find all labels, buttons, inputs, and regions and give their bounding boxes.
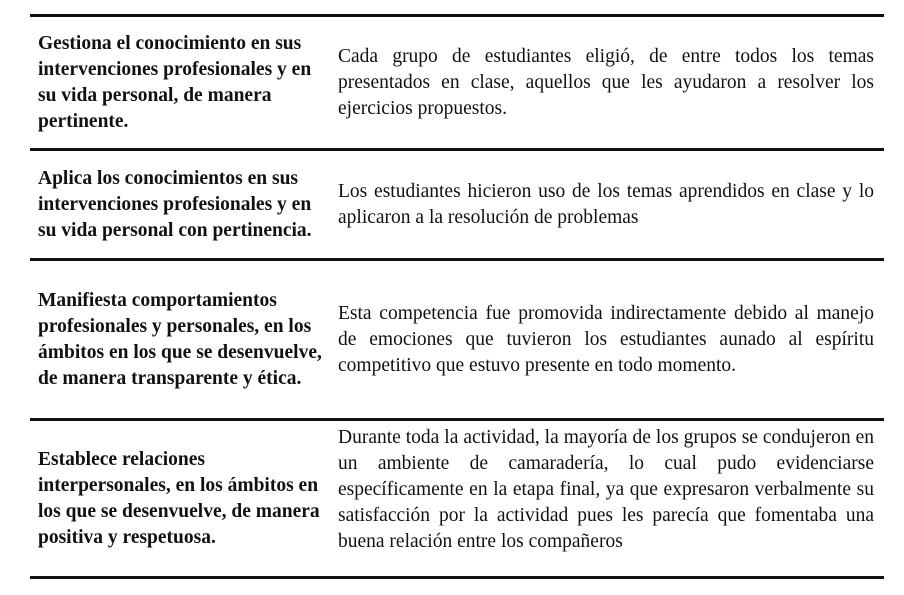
description-cell	[330, 151, 884, 258]
description-cell	[330, 17, 884, 148]
competency-text: Aplica los conocimientos en sus intervenciones profesionales y en su vida personal con pertinencia.	[38, 167, 312, 241]
table-row	[30, 261, 884, 421]
competency-cell	[30, 151, 330, 258]
competency-text: Manifiesta comportamientos profesionales y personales, en los ámbitos en los que se desenvuelve, de manera transparente y ética.	[38, 289, 322, 389]
competency-cell	[30, 17, 330, 148]
competencies-table	[30, 14, 884, 579]
description-cell	[330, 261, 884, 418]
description-text: Durante toda la actividad, la mayoría de los grupos se condujeron en un ambiente de camaradería, lo cual pudo evidenciarse específicamente en la etapa final, ya que expresaron verbalmente su satisfacción por la actividad pues les parecía que fomentaba una buena relación entre los compañeros	[338, 427, 874, 552]
competency-text: Gestiona el conocimiento en sus intervenciones profesionales y en su vida personal, de manera pertinente.	[38, 32, 312, 132]
competency-cell	[30, 421, 330, 576]
description-text: Los estudiantes hicieron uso de los temas aprendidos en clase y lo aplicaron a la resolución de problemas	[338, 180, 874, 228]
table-row	[30, 421, 884, 579]
description-cell	[330, 421, 884, 576]
table-row	[30, 151, 884, 261]
description-text: Esta competencia fue promovida indirectamente debido al manejo de emociones que tuvieron los estudiantes aunado al espíritu competitivo que estuvo presente en todo momento.	[338, 302, 874, 376]
description-text: Cada grupo de estudiantes eligió, de entre todos los temas presentados en clase, aquellos que les ayudaron a resolver los ejercicios propuestos.	[338, 45, 874, 119]
table-row	[30, 17, 884, 151]
competency-text: Establece relaciones interpersonales, en los ámbitos en los que se desenvuelve, de manera positiva y respetuosa.	[38, 448, 320, 548]
competency-cell	[30, 261, 330, 418]
